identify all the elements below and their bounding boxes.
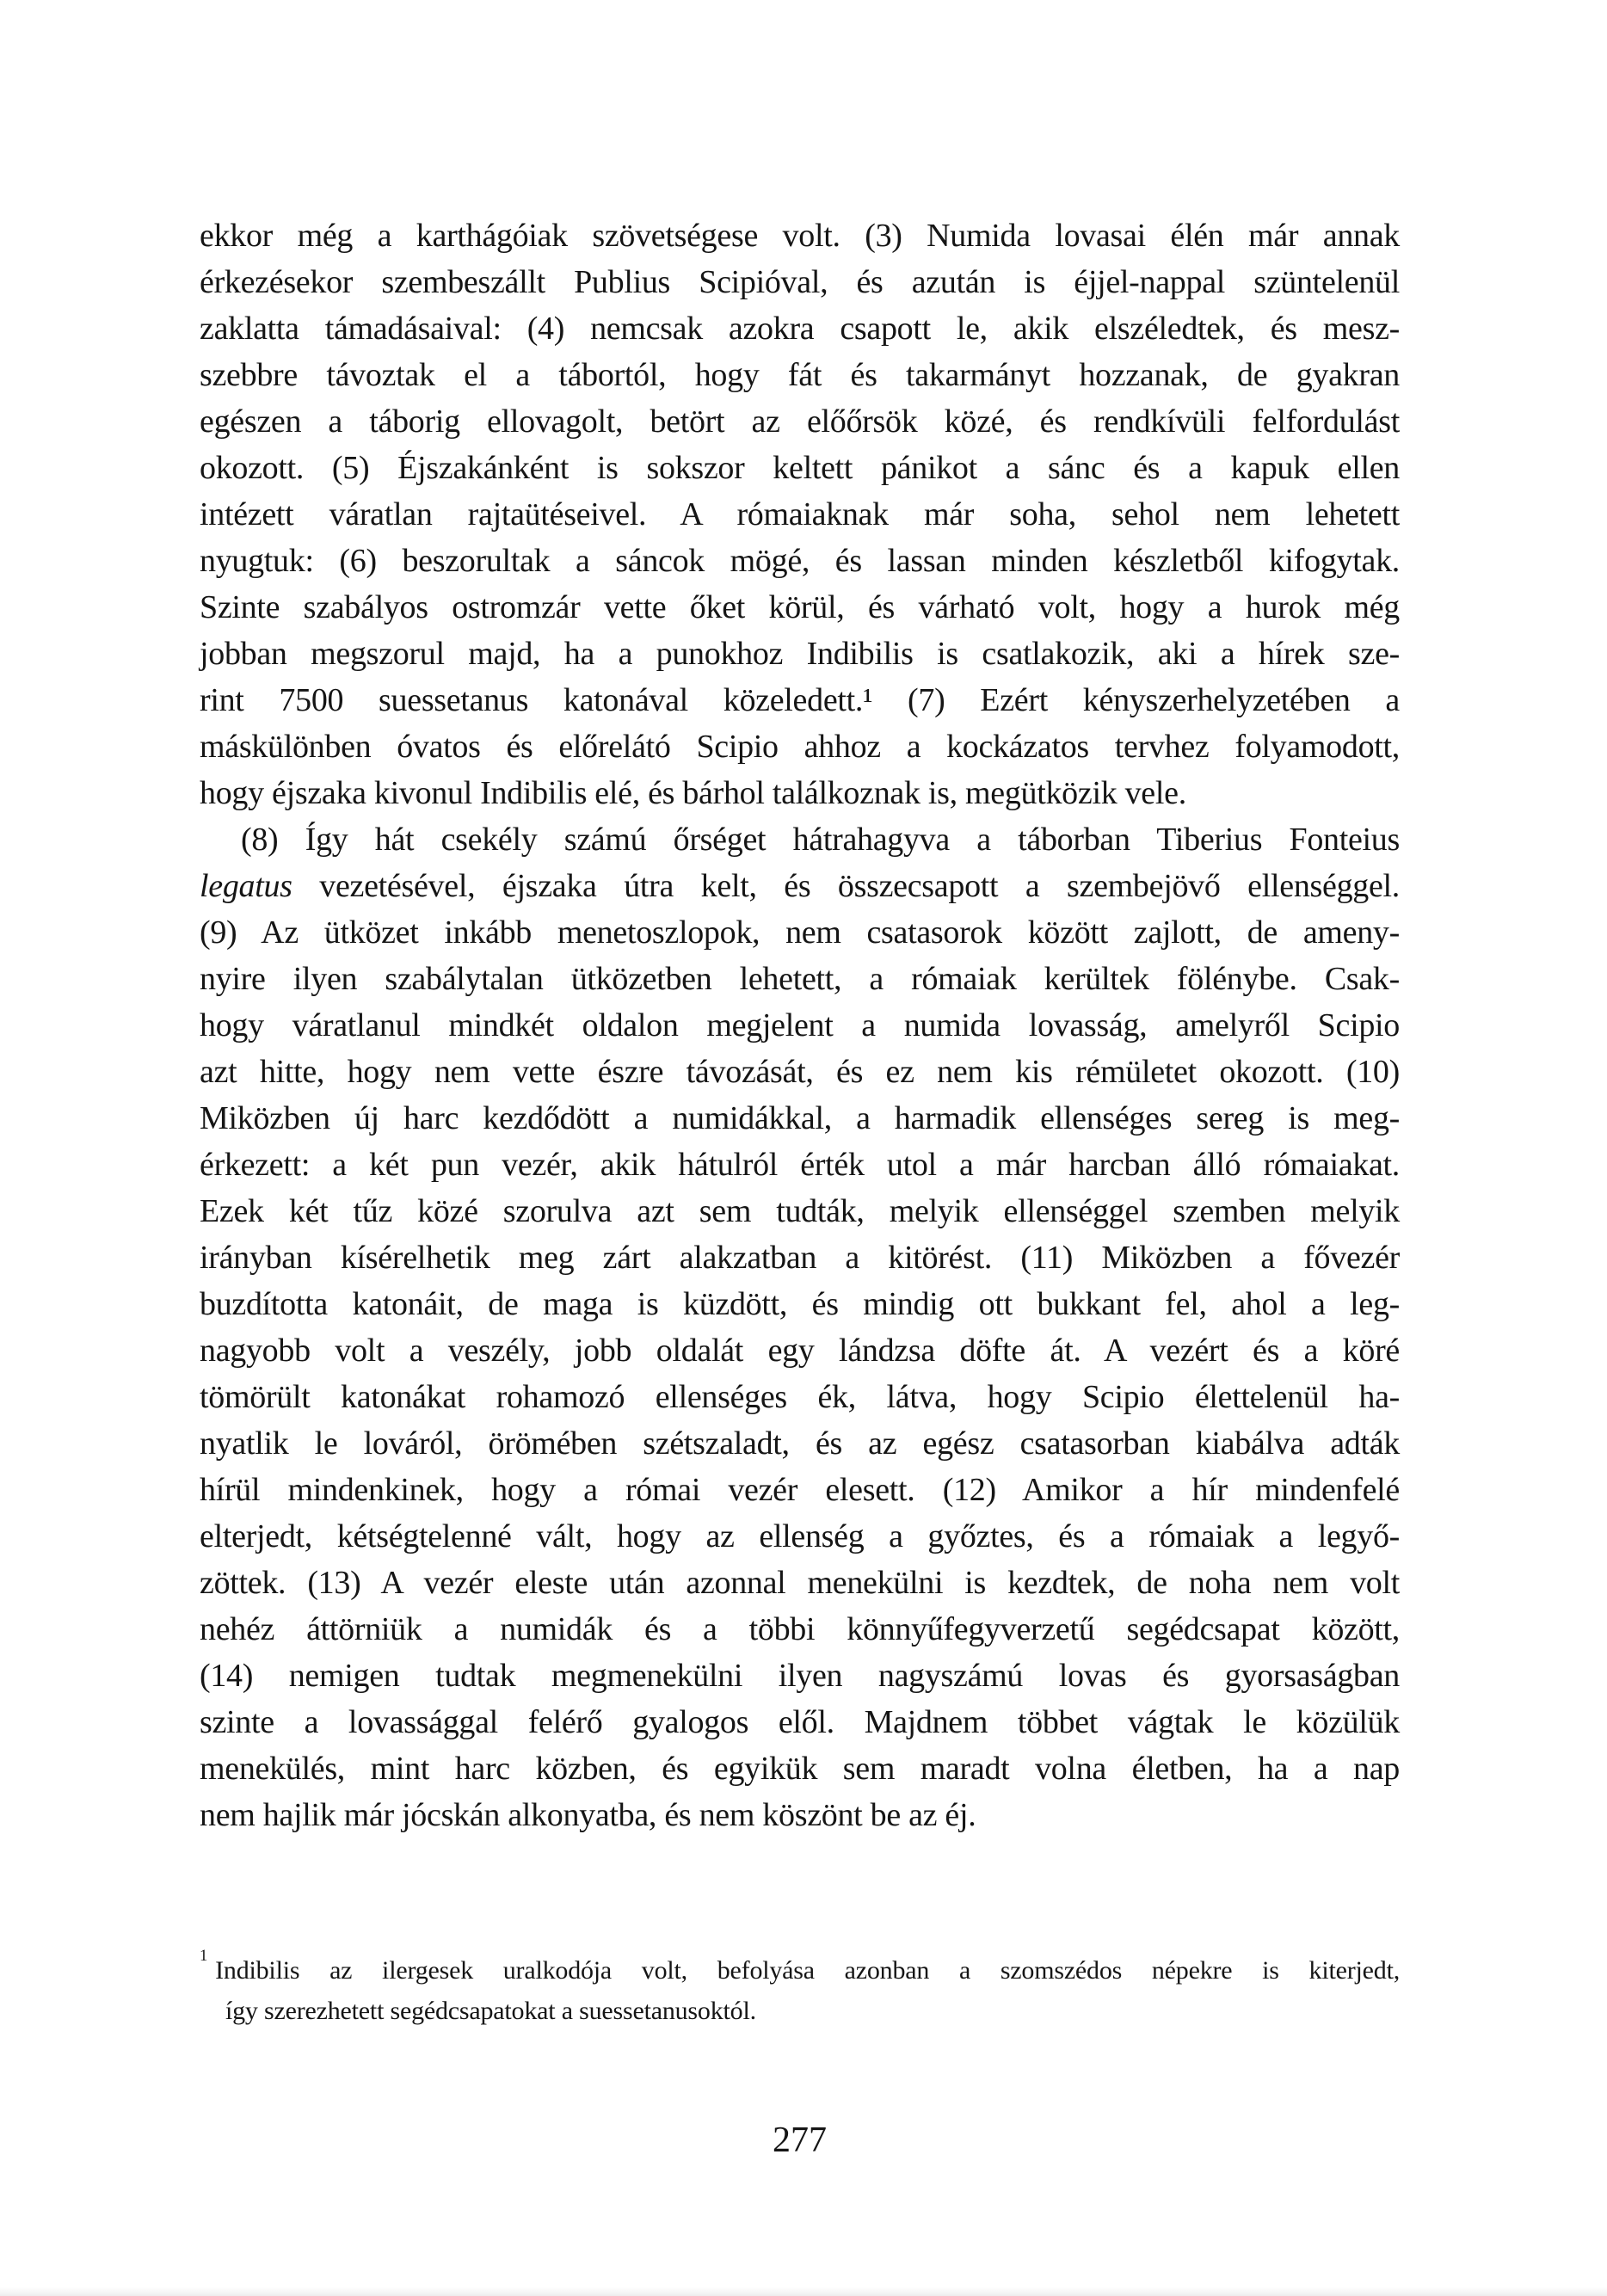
text-line: máskülönben óvatos és előrelátó Scipio ahhoz a kockázatos tervhez folyamodott, (200, 729, 1400, 765)
text-line: (8) Így hát csekély számú őrséget hátrahagyva a táborban Tiberius Fonteius (241, 822, 1400, 858)
text-line: zaklatta támadásaival: (4) nemcsak azokra csapott le, akik elszéledtek, és mesz- (200, 311, 1400, 347)
footnote (200, 1944, 1400, 2031)
text-line: szinte a lovassággal felérő gyalogos elől. Majdnem többet vágtak le közülük (200, 1704, 1400, 1740)
text-line: jobban megszorul majd, ha a punokhoz Indibilis is csatlakozik, aki a hírek sze- (200, 636, 1400, 672)
text-line: hírül mindenkinek, hogy a római vezér elesett. (12) Amikor a hír mindenfelé (200, 1472, 1400, 1508)
text-line: intézett váratlan rajtaütéseivel. A rómaiaknak már soha, sehol nem lehetett (200, 496, 1400, 532)
footnote-line (200, 1944, 1400, 1991)
footnote-marker: 1 (200, 1946, 208, 1965)
text-line: hogy éjszaka kivonul Indibilis elé, és bárhol találkoznak is, megütközik vele. (200, 775, 1186, 811)
text-line: tömörült katonákat rohamozó ellenséges ék, látva, hogy Scipio élettelenül ha- (200, 1379, 1400, 1415)
text-line: hogy váratlanul mindkét oldalon megjelent a numida lovasság, amelyről Scipio (200, 1007, 1400, 1043)
text-line: legatus vezetésével, éjszaka útra kelt, és összecsapott a szembejövő ellenséggel. (200, 868, 1400, 904)
text-line: menekülés, mint harc közben, és egyikük sem maradt volna életben, ha a nap (200, 1751, 1400, 1787)
text-line: buzdította katonáit, de maga is küzdött, és mindig ott bukkant fel, ahol a leg- (200, 1286, 1400, 1322)
text-line: érkezésekor szembeszállt Publius Scipióval, és azután is éjjel-nappal szüntelenül (200, 264, 1400, 300)
text-line: nagyobb volt a veszély, jobb oldalát egy lándzsa döfte át. A vezért és a köré (200, 1333, 1400, 1369)
text-line: elterjedt, kétségtelenné vált, hogy az ellenség a győztes, és a rómaiak a legyő- (200, 1518, 1400, 1554)
text-line: okozott. (5) Éjszakánként is sokszor keltett pánikot a sánc és a kapuk ellen (200, 450, 1400, 486)
text-line: Ezek két tűz közé szorulva azt sem tudták, melyik ellenséggel szemben melyik (200, 1193, 1400, 1229)
text-line: azt hitte, hogy nem vette észre távozását, és ez nem kis rémületet okozott. (10) (200, 1054, 1400, 1090)
text-line: (14) nemigen tudtak megmenekülni ilyen nagyszámú lovas és gyorsaságban (200, 1658, 1400, 1694)
text-line: zöttek. (13) A vezér eleste után azonnal menekülni is kezdtek, de noha nem volt (200, 1565, 1400, 1601)
body-text (200, 212, 1400, 1838)
text-line: nyatlik le lováról, örömében szétszaladt, és az egész csatasorban kiabálva adták (200, 1425, 1400, 1462)
text-line: (9) Az ütközet inkább menetoszlopok, nem csatasorok között zajlott, de ameny- (200, 914, 1400, 951)
text-line: nem hajlik már jócskán alkonyatba, és nem köszönt be az éj. (200, 1797, 976, 1833)
text-line: Szinte szabályos ostromzár vette őket körül, és várható volt, hogy a hurok még (200, 589, 1400, 625)
text-line: Miközben új harc kezdődött a numidákkal, a harmadik ellenséges sereg is meg- (200, 1100, 1400, 1136)
text-line: nyugtuk: (6) beszorultak a sáncok mögé, és lassan minden készletből kifogytak. (200, 543, 1400, 579)
text-line: egészen a táborig ellovagolt, betört az előőrsök közé, és rendkívüli felfordulást (200, 403, 1400, 440)
scan-edge-artifact (0, 2287, 1607, 2296)
text-line: szebbre távoztak el a tábortól, hogy fát és takarmányt hozzanak, de gyakran (200, 357, 1400, 393)
text-line: irányban kísérelhetik meg zárt alakzatban a kitörést. (11) Miközben a fővezér (200, 1240, 1400, 1276)
text-line: érkezett: a két pun vezér, akik hátulról érték utol a már harcban álló rómaiakat. (200, 1147, 1400, 1183)
footnote-line: így szerezhetett segédcsapatokat a suessetanusoktól. (225, 1997, 756, 2025)
page-number: 277 (773, 2121, 827, 2160)
text-line: rint 7500 suessetanus katonával közeledett.¹ (7) Ezért kényszerhelyzetében a (200, 682, 1400, 718)
footnote-text: Indibilis az ilergesek uralkodója volt, befolyása azonban a szomszédos népekre is kiterjedt, (215, 1956, 1400, 1985)
text-line: nehéz áttörniük a numidák és a többi könnyűfegyverzetű segédcsapat között, (200, 1611, 1400, 1647)
text-line: ekkor még a karthágóiak szövetségese volt. (3) Numida lovasai élén már annak (200, 218, 1400, 254)
text-line: nyire ilyen szabálytalan ütközetben lehetett, a rómaiak kerültek fölénybe. Csak- (200, 961, 1400, 997)
italic-term: legatus (200, 868, 292, 904)
